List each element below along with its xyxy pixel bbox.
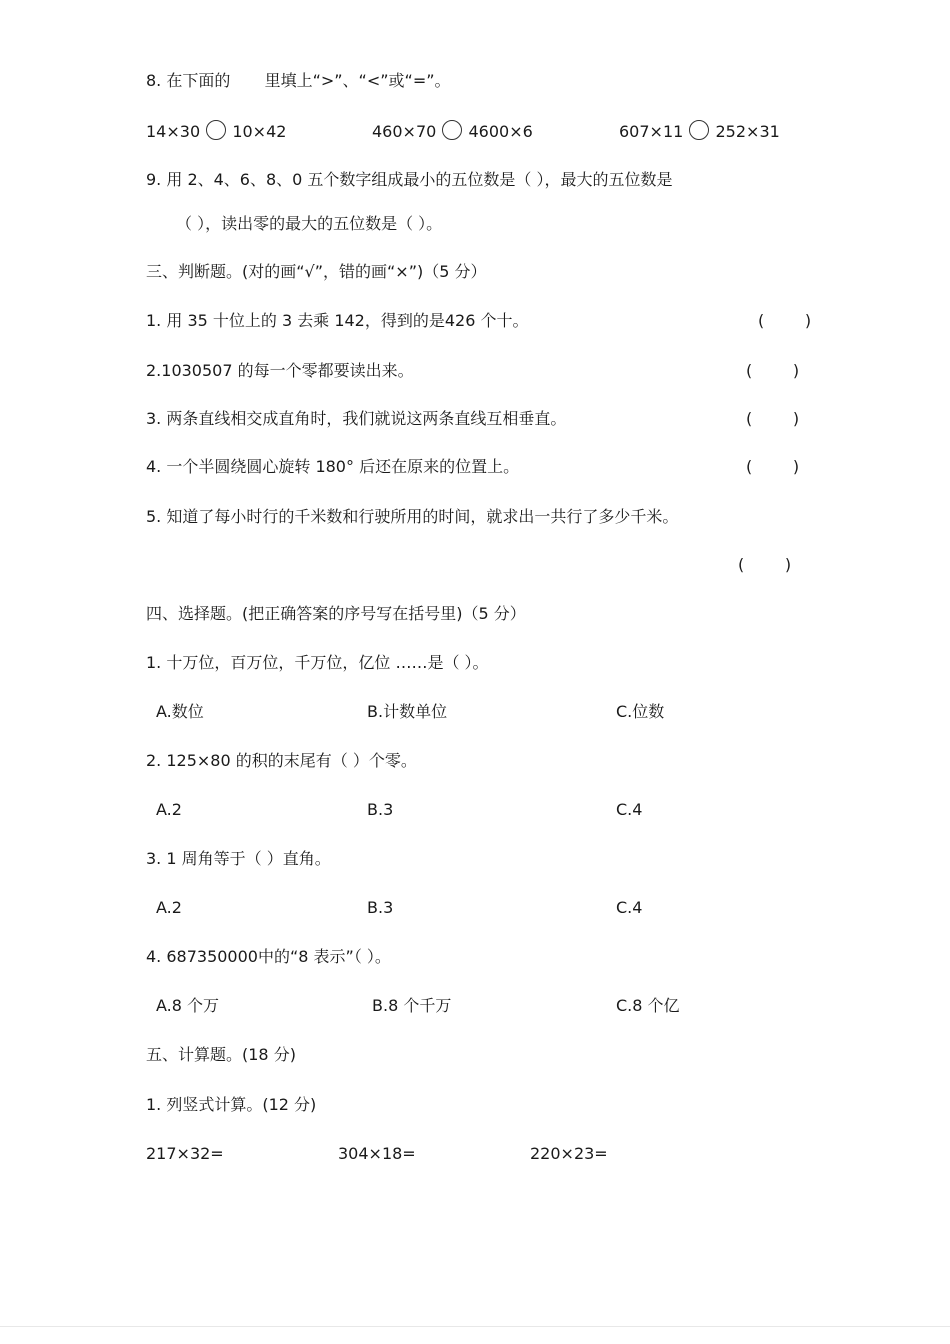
choice-2-option-a[interactable]: A.2	[156, 800, 182, 819]
judge-answer-1[interactable]: ( )	[758, 311, 812, 330]
judge-item-5: 5. 知道了每小时行的千米数和行驶所用的时间，就求出一共行了多少千米。	[146, 507, 679, 526]
q9-line-2: （ ），读出零的最大的五位数是（ ）。	[176, 214, 443, 233]
q8-item-3	[619, 120, 780, 142]
choice-4-option-a[interactable]: A.8 个万	[156, 996, 220, 1015]
q8-item-2-right: 4600×6	[468, 122, 533, 141]
calc-problem-1: 217×32=	[146, 1144, 224, 1163]
q8-number: 8.	[146, 71, 162, 90]
section-5-title: 五、计算题。(18 分)	[146, 1045, 296, 1064]
judge-answer-4[interactable]: ( )	[746, 457, 800, 476]
q8-item-3-left: 607×11	[619, 122, 684, 141]
q8-prompt	[146, 71, 451, 91]
choice-2-option-b[interactable]: B.3	[367, 800, 394, 819]
q9-line-1: 9. 用 2、4、6、8、0 五个数字组成最小的五位数是（ ），最大的五位数是	[146, 170, 673, 189]
choice-1-option-b[interactable]: B.计数单位	[367, 702, 448, 721]
judge-item-4: 4. 一个半圆绕圆心旋转 180° 后还在原来的位置上。	[146, 457, 520, 476]
q8-text2: 里填上“>”、“<”或“=”。	[264, 71, 451, 90]
q8-item-3-right: 252×31	[715, 122, 780, 141]
q8-item-2	[372, 120, 533, 142]
compare-circle-3[interactable]	[689, 120, 709, 140]
choice-3-option-a[interactable]: A.2	[156, 898, 182, 917]
page-bottom-divider	[0, 1326, 950, 1327]
judge-item-3: 3. 两条直线相交成直角时，我们就说这两条直线互相垂直。	[146, 409, 567, 428]
section-5-sub-1: 1. 列竖式计算。(12 分)	[146, 1095, 317, 1114]
q8-item-1	[146, 120, 286, 142]
choice-4-option-c[interactable]: C.8 个亿	[616, 996, 680, 1015]
judge-item-1: 1. 用 35 十位上的 3 去乘 142，得到的是426 个十。	[146, 311, 529, 330]
choice-question-3: 3. 1 周角等于（ ）直角。	[146, 849, 331, 868]
choice-2-option-c[interactable]: C.4	[616, 800, 643, 819]
choice-question-2: 2. 125×80 的积的末尾有（ ）个零。	[146, 751, 417, 770]
choice-question-1: 1. 十万位，百万位，千万位，亿位 ……是（ ）。	[146, 653, 489, 672]
judge-answer-3[interactable]: ( )	[746, 409, 800, 428]
choice-question-4: 4. 687350000中的“8 表示”（ ）。	[146, 947, 391, 966]
choice-3-option-c[interactable]: C.4	[616, 898, 643, 917]
section-3-title: 三、判断题。(对的画“√”，错的画“×”)（5 分）	[146, 262, 487, 281]
section-4-title: 四、选择题。(把正确答案的序号写在括号里)（5 分）	[146, 604, 526, 623]
judge-answer-2[interactable]: ( )	[746, 361, 800, 380]
compare-circle-2[interactable]	[442, 120, 462, 140]
choice-3-option-b[interactable]: B.3	[367, 898, 394, 917]
choice-4-option-b[interactable]: B.8 个千万	[372, 996, 452, 1015]
choice-1-option-a[interactable]: A.数位	[156, 702, 204, 721]
judge-answer-5[interactable]: ( )	[738, 555, 792, 574]
q8-item-1-left: 14×30	[146, 122, 201, 141]
q8-item-1-right: 10×42	[232, 122, 287, 141]
q8-text: 在下面的	[166, 71, 231, 90]
judge-item-2: 2.1030507 的每一个零都要读出来。	[146, 361, 414, 380]
calc-problem-3: 220×23=	[530, 1144, 608, 1163]
q8-item-2-left: 460×70	[372, 122, 437, 141]
compare-circle-1[interactable]	[206, 120, 226, 140]
calc-problem-2: 304×18=	[338, 1144, 416, 1163]
choice-1-option-c[interactable]: C.位数	[616, 702, 665, 721]
